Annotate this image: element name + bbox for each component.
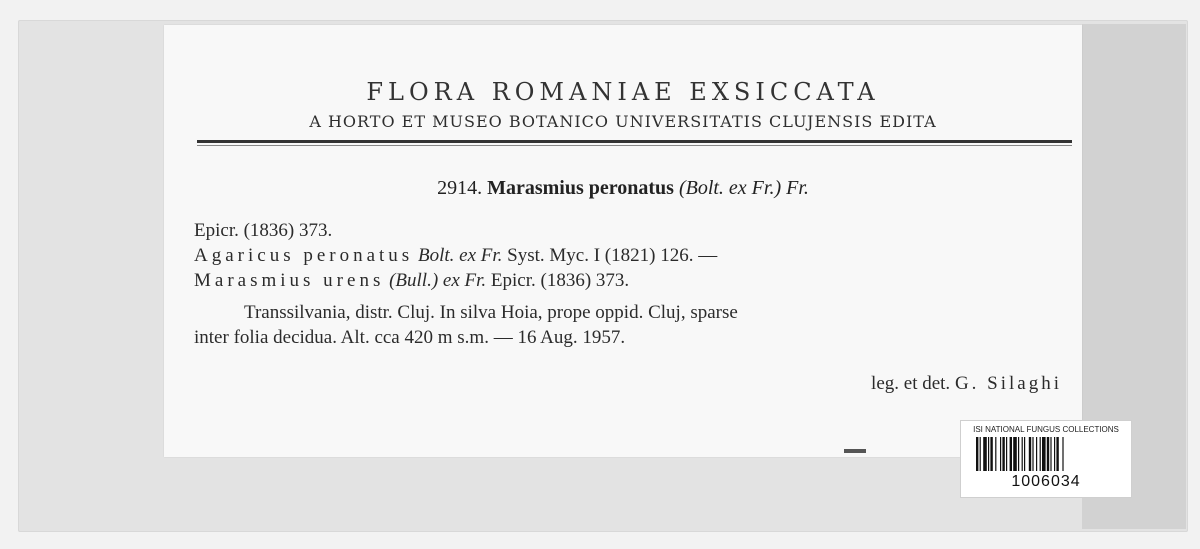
label-rule xyxy=(197,140,1072,143)
synonym-line-1 xyxy=(194,245,717,267)
barcode-bar xyxy=(1062,437,1063,471)
barcode-bar xyxy=(976,437,978,471)
barcode-bar xyxy=(988,437,989,471)
synonym-author-1: Bolt. ex Fr. xyxy=(417,245,503,266)
synonym-author-2: (Bull.) ex Fr. xyxy=(389,270,487,291)
barcode-bar xyxy=(1054,437,1055,471)
barcode-bar xyxy=(1018,437,1019,471)
synonym-name-2: Marasmius urens xyxy=(194,270,385,291)
barcode-bar xyxy=(995,437,996,471)
collector-name: G. Silaghi xyxy=(954,373,1062,394)
species-name: Marasmius peronatus xyxy=(487,177,674,199)
synonym-citation-2: Epicr. (1836) 373. xyxy=(490,270,630,291)
ink-mark xyxy=(844,449,866,453)
barcode-bar xyxy=(990,437,992,471)
citation-line-1: Epicr. (1836) 373. xyxy=(194,220,333,241)
barcode-label xyxy=(960,420,1132,498)
barcode-bar xyxy=(1050,437,1051,471)
species-author: (Bolt. ex Fr.) Fr. xyxy=(678,177,809,199)
barcode-number: 1006034 xyxy=(1011,473,1081,490)
barcode-icon xyxy=(976,437,1116,471)
label-subtitle: A HORTO ET MUSEO BOTANICO UNIVERSITATIS CLUJENSIS EDITA xyxy=(309,112,937,131)
barcode-bar xyxy=(1022,437,1023,471)
locality-line-2: inter folia decidua. Alt. cca 420 m s.m. — 16 Aug. 1957. xyxy=(194,327,626,348)
barcode-bar xyxy=(1000,437,1001,471)
synonym-line-2 xyxy=(194,270,629,292)
synonym-citation-1: Syst. Myc. I (1821) 126. — xyxy=(507,245,718,266)
barcode-bar xyxy=(983,437,987,471)
barcode-bar xyxy=(1029,437,1031,471)
barcode-bar xyxy=(1032,437,1033,471)
barcode-bar xyxy=(1040,437,1041,471)
barcode-bar xyxy=(1024,437,1025,471)
barcode-bar xyxy=(1056,437,1058,471)
barcode-bar xyxy=(1042,437,1046,471)
barcode-bar xyxy=(1047,437,1049,471)
label-rule-thin xyxy=(197,145,1072,146)
synonym-name-1: Agaricus peronatus xyxy=(194,245,414,266)
barcode-bar xyxy=(980,437,981,471)
barcode-bar xyxy=(1006,437,1007,471)
specimen-label xyxy=(164,25,1082,457)
barcode-bar xyxy=(1010,437,1012,471)
species-heading xyxy=(164,177,1082,200)
collector-line xyxy=(871,373,1062,395)
label-title: FLORA ROMANIAE EXSICCATA xyxy=(366,78,880,106)
locality-line-1: Transsilvania, distr. Cluj. In silva Hoia, prope oppid. Cluj, sparse xyxy=(244,302,738,323)
barcode-bar xyxy=(1013,437,1017,471)
barcode-bar xyxy=(1002,437,1004,471)
exsiccata-number: 2914. xyxy=(437,177,483,199)
collector-prefix: leg. et det. xyxy=(871,373,951,394)
barcode-bar xyxy=(1036,437,1037,471)
barcode-header: ISI NATIONAL FUNGUS COLLECTIONS xyxy=(973,425,1119,434)
